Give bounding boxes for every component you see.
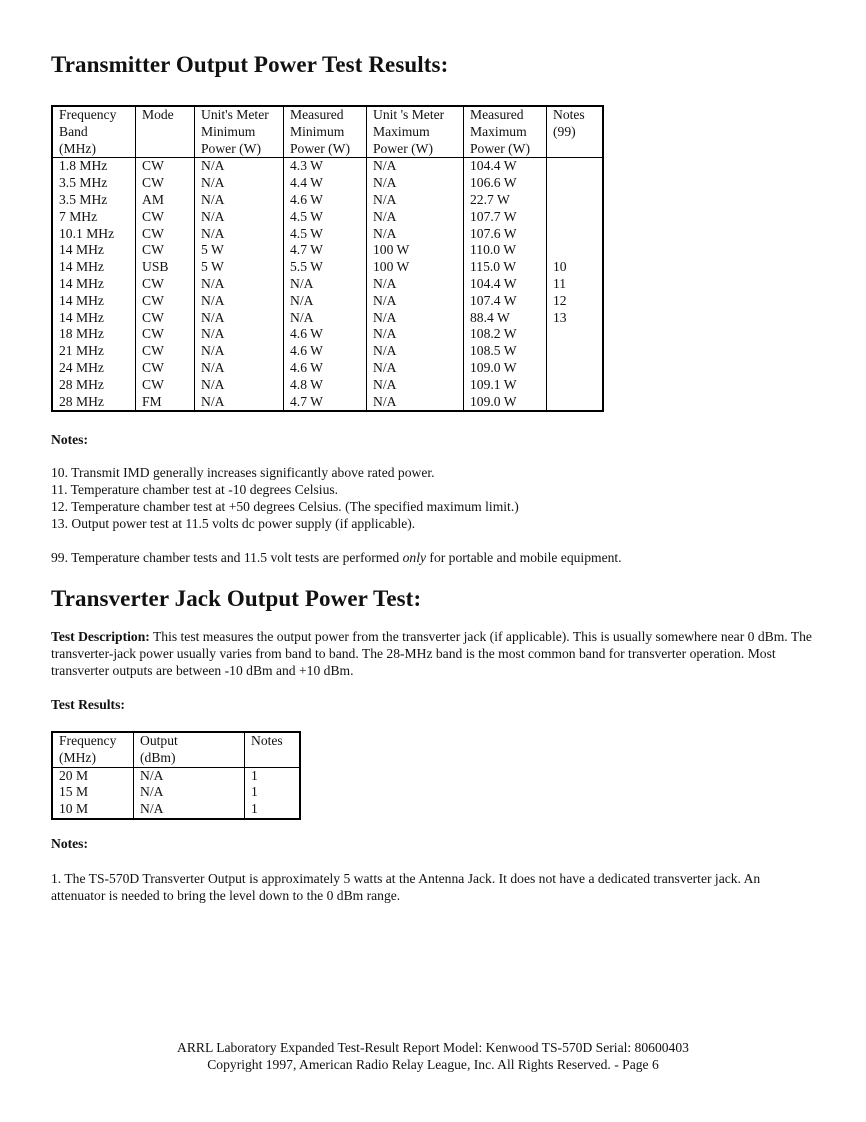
transverter-results-table (51, 731, 301, 820)
header-mode: Mode (136, 106, 195, 158)
table-cell: 107.4 W (464, 293, 547, 310)
table-cell (547, 326, 604, 343)
table-row (52, 276, 603, 293)
table-cell: 3.5 MHz (52, 175, 136, 192)
table-cell: 109.0 W (464, 394, 547, 412)
table-cell: 104.4 W (464, 276, 547, 293)
table-cell: N/A (195, 394, 284, 412)
table-cell: 115.0 W (464, 259, 547, 276)
table-cell: N/A (134, 784, 245, 801)
test-description-text: This test measures the output power from the transverter jack (if applicable). This is usually somewhere near 0 dBm. The transverter-jack power usually varies from band to band. The 28-MHz band is the most common band for transverter operation. Most transverter outputs are between -10 dBm and +10 dBm. (51, 629, 812, 678)
table-row (52, 784, 300, 801)
table-row (52, 394, 603, 412)
table-cell: CW (136, 209, 195, 226)
table-cell: 109.1 W (464, 377, 547, 394)
table-header-row (52, 732, 300, 767)
table-cell (547, 175, 604, 192)
table-cell: N/A (367, 192, 464, 209)
table-cell: 1 (245, 767, 301, 784)
table-cell: 4.6 W (284, 192, 367, 209)
table-cell: 4.6 W (284, 343, 367, 360)
table-cell: 4.4 W (284, 175, 367, 192)
footer-report-line: ARRL Laboratory Expanded Test-Result Report Model: Kenwood TS-570D Serial: 80600403 (177, 1040, 689, 1055)
table-cell: 21 MHz (52, 343, 136, 360)
table-cell: 20 M (52, 767, 134, 784)
table-cell: N/A (284, 310, 367, 327)
table-cell: CW (136, 326, 195, 343)
table-cell: N/A (367, 276, 464, 293)
table-cell: 13 (547, 310, 604, 327)
test-description (51, 629, 821, 679)
table-cell: 4.7 W (284, 242, 367, 259)
table-header-row (52, 106, 603, 158)
table-row (52, 192, 603, 209)
header-unit-meter-max: Unit 's Meter Maximum Power (W) (367, 106, 464, 158)
header-measured-min: Measured Minimum Power (W) (284, 106, 367, 158)
table-cell: 107.6 W (464, 226, 547, 243)
table-cell: 104.4 W (464, 158, 547, 175)
table-cell: N/A (195, 175, 284, 192)
table-cell: 10 (547, 259, 604, 276)
table-cell: 108.5 W (464, 343, 547, 360)
table-row (52, 767, 300, 784)
table-row (52, 175, 603, 192)
table-cell: CW (136, 343, 195, 360)
table-cell: 100 W (367, 259, 464, 276)
table-cell: 108.2 W (464, 326, 547, 343)
table-cell: N/A (195, 226, 284, 243)
table-cell: USB (136, 259, 195, 276)
table-cell (547, 343, 604, 360)
table-cell: N/A (367, 343, 464, 360)
table-cell: CW (136, 226, 195, 243)
table-cell: 15 M (52, 784, 134, 801)
table-row (52, 377, 603, 394)
table-cell: 11 (547, 276, 604, 293)
table-cell: 12 (547, 293, 604, 310)
table-cell: N/A (195, 209, 284, 226)
table-cell: 1.8 MHz (52, 158, 136, 175)
footer-copyright-line: Copyright 1997, American Radio Relay League, Inc. All Rights Reserved. - Page 6 (207, 1057, 659, 1072)
table-cell: CW (136, 293, 195, 310)
table-cell: 100 W (367, 242, 464, 259)
header-measured-max: Measured Maximum Power (W) (464, 106, 547, 158)
table-cell: 7 MHz (52, 209, 136, 226)
note-12: 12. Temperature chamber test at +50 degrees Celsius. (The specified maximum limit.) (51, 499, 519, 514)
table-cell: N/A (195, 360, 284, 377)
table-row (52, 226, 603, 243)
header-output: Output (dBm) (134, 732, 245, 767)
table-cell: CW (136, 276, 195, 293)
table-cell: 10.1 MHz (52, 226, 136, 243)
table-cell: AM (136, 192, 195, 209)
table-cell: N/A (195, 276, 284, 293)
table-cell: N/A (367, 293, 464, 310)
power-results-table (51, 105, 604, 412)
header-notes: Notes (99) (547, 106, 604, 158)
table-cell: N/A (367, 209, 464, 226)
table-cell: 1 (245, 801, 301, 819)
table-cell: 110.0 W (464, 242, 547, 259)
test-results-label: Test Results: (51, 697, 125, 712)
note-1: 1. The TS-570D Transverter Output is approximately 5 watts at the Antenna Jack. It does not have a dedicated transverter jack. An attenuator is needed to bring the level down to the 0 dBm range. (51, 871, 761, 903)
table-cell: 10 M (52, 801, 134, 819)
note-99: 99. Temperature chamber tests and 11.5 volt tests are performed only for portable and mobile equipment. (51, 550, 622, 565)
note-13: 13. Output power test at 11.5 volts dc power supply (if applicable). (51, 516, 416, 531)
table-row (52, 360, 603, 377)
table-cell: CW (136, 175, 195, 192)
table-cell: 4.3 W (284, 158, 367, 175)
table-cell: N/A (367, 310, 464, 327)
table-cell: 14 MHz (52, 276, 136, 293)
table-cell: N/A (367, 175, 464, 192)
table-cell (547, 377, 604, 394)
table-cell: 18 MHz (52, 326, 136, 343)
table-row (52, 209, 603, 226)
table-cell: 4.5 W (284, 226, 367, 243)
section-title-transmitter-output: Transmitter Output Power Test Results: (51, 52, 449, 77)
table-cell: N/A (367, 158, 464, 175)
table-cell: 24 MHz (52, 360, 136, 377)
table-cell: N/A (367, 377, 464, 394)
table-cell: 14 MHz (52, 242, 136, 259)
power-table-body (52, 158, 603, 411)
table-cell: 88.4 W (464, 310, 547, 327)
table-cell: 5 W (195, 259, 284, 276)
table-cell: 5.5 W (284, 259, 367, 276)
table-cell: CW (136, 310, 195, 327)
header-frequency: Frequency (MHz) (52, 732, 134, 767)
table-cell: N/A (134, 767, 245, 784)
table-cell: N/A (195, 343, 284, 360)
table-cell: CW (136, 360, 195, 377)
table-row (52, 326, 603, 343)
table-cell (547, 360, 604, 377)
table-cell: N/A (367, 360, 464, 377)
table-cell: 109.0 W (464, 360, 547, 377)
table-cell: FM (136, 394, 195, 412)
table-cell: CW (136, 242, 195, 259)
section-title-transverter-jack: Transverter Jack Output Power Test: (51, 586, 422, 611)
table-row (52, 343, 603, 360)
table-row (52, 310, 603, 327)
table-row (52, 293, 603, 310)
table-cell: 14 MHz (52, 293, 136, 310)
test-description-label: Test Description: (51, 629, 150, 644)
table-cell: 4.6 W (284, 326, 367, 343)
table-cell (547, 192, 604, 209)
table-cell (547, 209, 604, 226)
header-frequency-band: Frequency Band (MHz) (52, 106, 136, 158)
table-cell: 4.8 W (284, 377, 367, 394)
table-cell (547, 242, 604, 259)
table-cell: N/A (195, 310, 284, 327)
table-cell (547, 394, 604, 412)
table-cell: 1 (245, 784, 301, 801)
table-row (52, 242, 603, 259)
table-cell: 28 MHz (52, 394, 136, 412)
table-cell: N/A (367, 226, 464, 243)
table-cell: N/A (195, 326, 284, 343)
header-unit-meter-min: Unit's Meter Minimum Power (W) (195, 106, 284, 158)
note-11: 11. Temperature chamber test at -10 degrees Celsius. (51, 482, 339, 497)
table-cell: 28 MHz (52, 377, 136, 394)
table-cell: N/A (134, 801, 245, 819)
table-cell (547, 158, 604, 175)
table-cell: CW (136, 377, 195, 394)
table-cell: N/A (284, 276, 367, 293)
table-cell: 22.7 W (464, 192, 547, 209)
table-cell: 107.7 W (464, 209, 547, 226)
table-cell: N/A (195, 377, 284, 394)
table-row (52, 259, 603, 276)
table-cell: 4.7 W (284, 394, 367, 412)
table-cell: 4.6 W (284, 360, 367, 377)
table-row (52, 158, 603, 175)
table-row (52, 801, 300, 819)
header-notes: Notes (245, 732, 301, 767)
table-cell: N/A (195, 293, 284, 310)
table-cell: 14 MHz (52, 310, 136, 327)
transverter-table-body (52, 767, 300, 819)
table-cell: 106.6 W (464, 175, 547, 192)
table-cell: CW (136, 158, 195, 175)
table-cell (547, 226, 604, 243)
table-cell: N/A (367, 326, 464, 343)
table-cell: 5 W (195, 242, 284, 259)
table-cell: N/A (195, 192, 284, 209)
table-cell: 4.5 W (284, 209, 367, 226)
table-cell: N/A (195, 158, 284, 175)
table-cell: 14 MHz (52, 259, 136, 276)
notes-label-2: Notes: (51, 836, 88, 851)
table-cell: N/A (284, 293, 367, 310)
table-cell: 3.5 MHz (52, 192, 136, 209)
table-cell: N/A (367, 394, 464, 412)
note-10: 10. Transmit IMD generally increases significantly above rated power. (51, 465, 435, 480)
notes-label: Notes: (51, 432, 88, 447)
